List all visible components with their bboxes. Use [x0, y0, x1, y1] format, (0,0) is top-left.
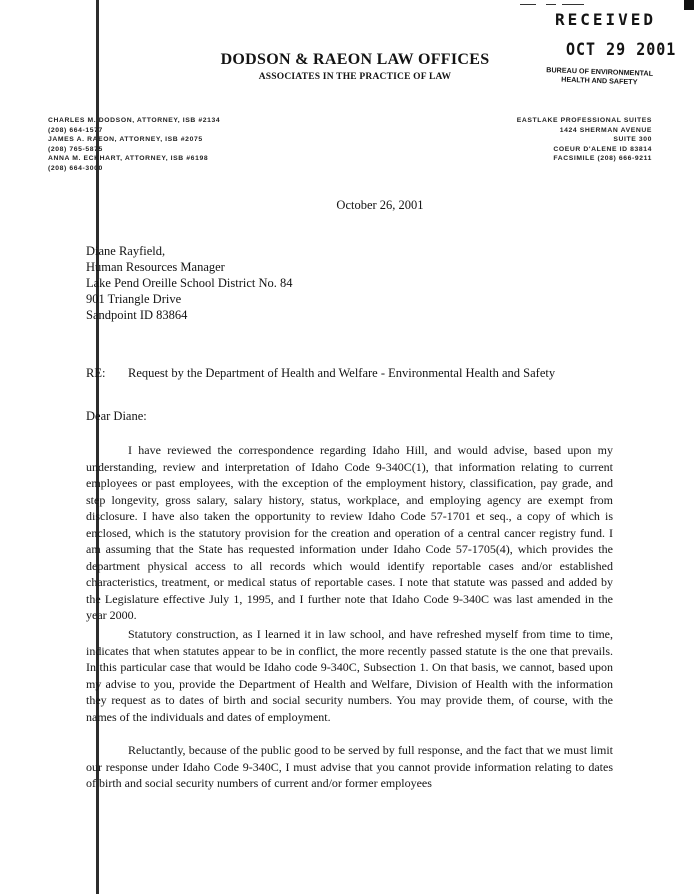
scan-artifact-dash — [546, 4, 556, 5]
office-address — [500, 116, 652, 164]
office-line: EASTLAKE PROFESSIONAL SUITES — [516, 117, 652, 124]
firm-name: DODSON & RAEON LAW OFFICES — [220, 51, 490, 68]
recipient-line: Diane Rayfield, — [86, 244, 166, 258]
office-line: FACSIMILE (208) 666-9211 — [553, 155, 652, 163]
received-date-stamp: OCT 29 2001 — [566, 38, 677, 60]
attorney-line: CHARLES M. DODSON, ATTORNEY, ISB #2134 — [48, 117, 221, 124]
attorney-line: (208) 664-3000 — [48, 164, 103, 172]
attorney-line: JAMES A. RAEON, ATTORNEY, ISB #2075 — [48, 136, 203, 144]
office-line: SUITE 300 — [613, 136, 652, 144]
body-paragraph — [86, 742, 613, 792]
scan-artifact-dash — [562, 4, 584, 5]
recipient-line: Lake Pend Oreille School District No. 84 — [86, 276, 293, 290]
received-stamp: RECEIVED — [555, 10, 657, 29]
bureau-stamp-line: HEALTH AND SAFETY — [561, 74, 638, 87]
bureau-stamp-line: BUREAU OF ENVIRONMENTAL — [546, 65, 654, 78]
firm-subtitle: ASSOCIATES IN THE PRACTICE OF LAW — [258, 72, 452, 82]
attorney-line: (208) 664-1577 — [48, 126, 103, 134]
attorney-line: ANNA M. ECKHART, ATTORNEY, ISB #6198 — [48, 155, 209, 163]
subject-line: Request by the Department of Health and Welfare - Environmental Health and Safety — [128, 366, 556, 380]
letter-date: October 26, 2001 — [336, 198, 424, 212]
paragraph-text: I have reviewed the correspondence regarding Idaho Hill, and would advise, based upon my understanding, review and interpretation of Idaho Code 9-340C(1), that information relating to current employees or past employees, with the exception of the employment history, classification, pay grade, and step longevity, gross salary, salary history, status, workplace, and employing agency are exempt from disclosure. I have also taken the opportunity to review Idaho Code 57-1701 et seq., a copy of which is enclosed, which is the statutory provision for the creation and operation of a central cancer registry fund. I am assuming that the State has requested information under Idaho Code 57-1705(4), which provides the department physical access to all records which would identify reportable cases and/or established characteristics, treatment, or medical status of reportable cases. I note that statute was passed and added by the Legislature effective July 1, 1995, and I further note that Idaho Code 9-340C was last amended in the year 2000. — [86, 443, 613, 622]
bureau-stamp — [537, 65, 663, 87]
salutation: Dear Diane: — [86, 409, 147, 423]
attorney-line: (208) 765-5875 — [48, 145, 103, 153]
scan-artifact-mark — [684, 0, 694, 10]
body-paragraph — [86, 442, 613, 624]
office-line: COEUR D'ALENE ID 83814 — [553, 145, 652, 153]
subject-label: RE: — [86, 366, 106, 380]
paragraph-text: Statutory construction, as I learned it in law school, and have refreshed myself from time to time, indicates that when statutes appear to be in conflict, the more recently passed statute is the one that prevails. In this particular case that would be Idaho code 9-340C, Subsection 1. On that basis, we cannot, based upon my advise to you, provide the Department of Health and Welfare, Division of Health with the information they request as to dates of birth and social security numbers. You may provide them, of course, with the names of the individuals and dates of employment. — [86, 627, 613, 724]
recipient-line: 901 Triangle Drive — [86, 292, 182, 306]
recipient-line: Human Resources Manager — [86, 260, 225, 274]
recipient-address — [86, 243, 293, 323]
scan-artifact-dash — [520, 4, 536, 5]
recipient-line: Sandpoint ID 83864 — [86, 308, 188, 322]
body-paragraph — [86, 626, 613, 725]
paragraph-text: Reluctantly, because of the public good to be served by full response, and the fact that we must limit our response under Idaho Code 9-340C, I must advise that you cannot provide information relating to dates of birth and social security numbers of current and/or former employees — [86, 743, 613, 790]
office-line: 1424 SHERMAN AVENUE — [559, 126, 652, 134]
attorney-list — [48, 116, 220, 174]
